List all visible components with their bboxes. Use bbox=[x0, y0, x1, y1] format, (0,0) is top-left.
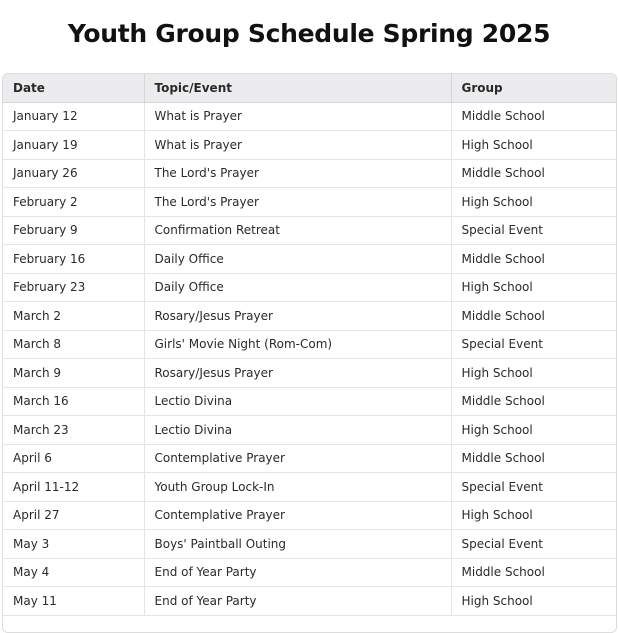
table-row bbox=[3, 330, 616, 359]
cell-group: Middle School bbox=[451, 387, 616, 416]
cell-group: Special Event bbox=[451, 473, 616, 502]
cell-group: High School bbox=[451, 188, 616, 217]
cell-group: Middle School bbox=[451, 558, 616, 587]
page-title: Youth Group Schedule Spring 2025 bbox=[67, 19, 551, 48]
cell-topic: Rosary/Jesus Prayer bbox=[144, 302, 451, 331]
schedule-table bbox=[3, 74, 616, 616]
cell-date: March 2 bbox=[3, 302, 144, 331]
cell-group: High School bbox=[451, 359, 616, 388]
cell-topic: Boys' Paintball Outing bbox=[144, 530, 451, 559]
cell-topic: Lectio Divina bbox=[144, 387, 451, 416]
cell-date: May 4 bbox=[3, 558, 144, 587]
cell-group: High School bbox=[451, 501, 616, 530]
cell-topic: End of Year Party bbox=[144, 558, 451, 587]
cell-topic: Youth Group Lock-In bbox=[144, 473, 451, 502]
cell-date: March 16 bbox=[3, 387, 144, 416]
cell-date: January 12 bbox=[3, 102, 144, 131]
cell-topic: Contemplative Prayer bbox=[144, 444, 451, 473]
cell-date: February 9 bbox=[3, 216, 144, 245]
cell-topic: Rosary/Jesus Prayer bbox=[144, 359, 451, 388]
header-topic: Topic/Event bbox=[144, 74, 451, 102]
table-row bbox=[3, 444, 616, 473]
cell-group: High School bbox=[451, 131, 616, 160]
table-row bbox=[3, 302, 616, 331]
cell-topic: What is Prayer bbox=[144, 102, 451, 131]
cell-date: May 3 bbox=[3, 530, 144, 559]
cell-date: April 11-12 bbox=[3, 473, 144, 502]
cell-group: Middle School bbox=[451, 245, 616, 274]
header-group: Group bbox=[451, 74, 616, 102]
cell-topic: What is Prayer bbox=[144, 131, 451, 160]
cell-date: January 19 bbox=[3, 131, 144, 160]
cell-topic: Lectio Divina bbox=[144, 416, 451, 445]
table-row bbox=[3, 416, 616, 445]
cell-topic: Daily Office bbox=[144, 273, 451, 302]
table-header-row bbox=[3, 74, 616, 102]
cell-date: February 23 bbox=[3, 273, 144, 302]
cell-date: March 9 bbox=[3, 359, 144, 388]
cell-date: February 16 bbox=[3, 245, 144, 274]
cell-date: April 27 bbox=[3, 501, 144, 530]
cell-topic: Confirmation Retreat bbox=[144, 216, 451, 245]
cell-topic: Contemplative Prayer bbox=[144, 501, 451, 530]
table-row bbox=[3, 387, 616, 416]
cell-date: April 6 bbox=[3, 444, 144, 473]
cell-group: Middle School bbox=[451, 444, 616, 473]
header-date: Date bbox=[3, 74, 144, 102]
cell-topic: End of Year Party bbox=[144, 587, 451, 616]
table-row bbox=[3, 159, 616, 188]
table-row bbox=[3, 216, 616, 245]
table-row bbox=[3, 131, 616, 160]
table-row bbox=[3, 359, 616, 388]
cell-group: Middle School bbox=[451, 159, 616, 188]
table-row bbox=[3, 188, 616, 217]
cell-date: February 2 bbox=[3, 188, 144, 217]
cell-group: Middle School bbox=[451, 302, 616, 331]
table-row bbox=[3, 273, 616, 302]
table-row bbox=[3, 530, 616, 559]
table-row bbox=[3, 473, 616, 502]
cell-group: High School bbox=[451, 273, 616, 302]
cell-date: January 26 bbox=[3, 159, 144, 188]
table-row bbox=[3, 102, 616, 131]
cell-date: March 23 bbox=[3, 416, 144, 445]
cell-group: Special Event bbox=[451, 216, 616, 245]
table-row bbox=[3, 558, 616, 587]
cell-group: Middle School bbox=[451, 102, 616, 131]
cell-group: Special Event bbox=[451, 330, 616, 359]
cell-group: Special Event bbox=[451, 530, 616, 559]
cell-group: High School bbox=[451, 416, 616, 445]
cell-group: High School bbox=[451, 587, 616, 616]
cell-topic: Girls' Movie Night (Rom-Com) bbox=[144, 330, 451, 359]
cell-date: May 11 bbox=[3, 587, 144, 616]
table-row bbox=[3, 245, 616, 274]
table-row bbox=[3, 501, 616, 530]
cell-topic: The Lord's Prayer bbox=[144, 188, 451, 217]
schedule-table-container bbox=[2, 73, 617, 633]
cell-topic: The Lord's Prayer bbox=[144, 159, 451, 188]
cell-date: March 8 bbox=[3, 330, 144, 359]
cell-topic: Daily Office bbox=[144, 245, 451, 274]
table-row bbox=[3, 587, 616, 616]
